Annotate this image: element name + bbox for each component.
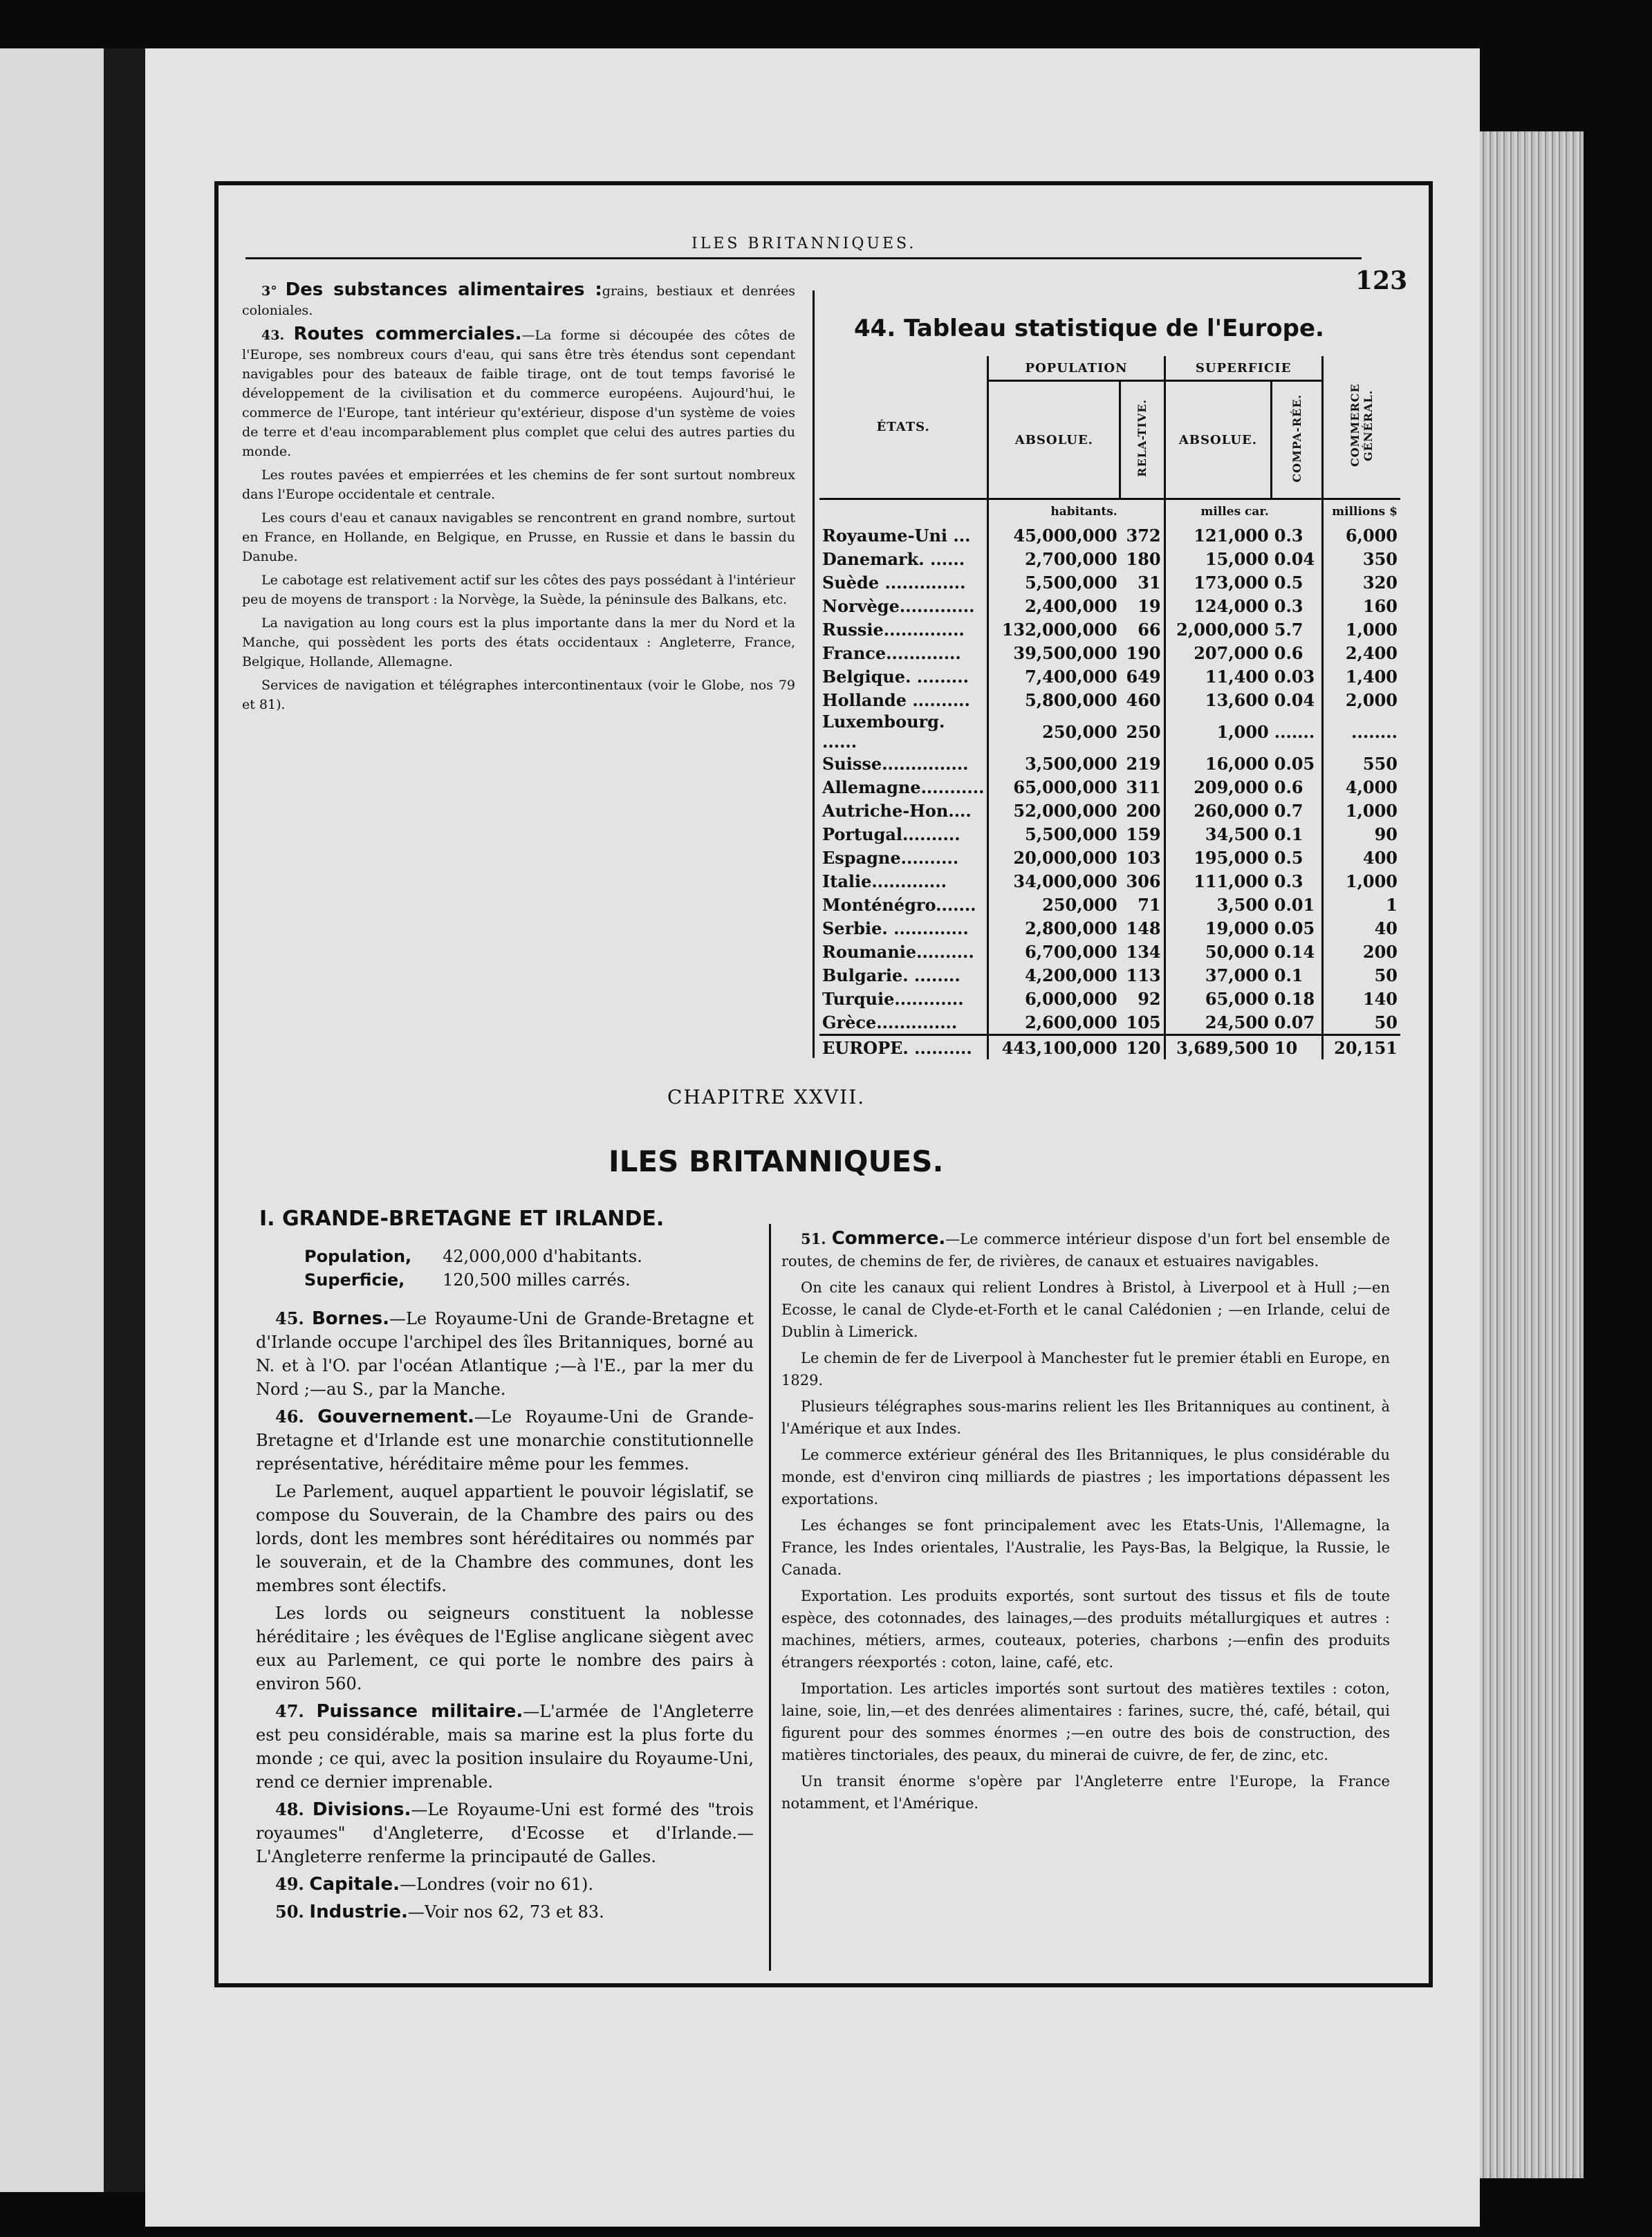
- cell-sup: 11,400: [1205, 666, 1269, 687]
- cell-sup: 260,000: [1194, 800, 1269, 821]
- table-row: [819, 570, 1400, 594]
- cell-com: 40: [1374, 918, 1398, 938]
- paragraph-heading: Des substances alimentaires :: [285, 279, 602, 300]
- header-population: POPULATION: [988, 356, 1164, 381]
- cell-pop: 20,000,000: [1013, 847, 1117, 868]
- cell-com: 320: [1362, 572, 1398, 593]
- cell-etat: Serbie. .............: [819, 916, 988, 940]
- paragraph-body: Le Parlement, auquel appartient le pouvoir législatif, se compose du Souverain, de la Chambre des pairs ou des lords, dont les membres sont héréditaires ou nommés par le souverain, et de la Chambre des communes, dont les membres sont électifs.: [256, 1482, 754, 1595]
- paragraph: [242, 613, 795, 671]
- cell-etat: Grèce..............: [819, 1010, 988, 1035]
- cell-sup: 50,000: [1205, 941, 1269, 962]
- cell-sup: 37,000: [1205, 965, 1269, 985]
- cell-com: 200: [1362, 941, 1398, 962]
- paragraph-body: —Le Royaume-Uni de Grande-Bretagne et d'Irlande occupe l'archipel des îles Britanniques, borné au N. et à l'O. par l'océan Atlantique ;—à l'E., par la mer du Nord ;—au S., par la Manche.: [256, 1309, 754, 1399]
- cell-comp: 0.6: [1272, 775, 1322, 799]
- paragraph-heading: Gouvernement.: [317, 1407, 474, 1427]
- cell-com: 400: [1362, 847, 1398, 868]
- table-row: [819, 688, 1400, 712]
- table-row: [819, 665, 1400, 688]
- paragraph: [256, 1480, 754, 1597]
- cell-pop: 3,500,000: [1025, 753, 1117, 774]
- cell-sup: 13,600: [1205, 689, 1269, 710]
- table-row: [819, 775, 1400, 799]
- cell-com: 1,000: [1345, 800, 1398, 821]
- paragraph-body: —La forme si découpée des côtes de l'Europe, ses nombreux cours d'eau, qui sans être très étendus sont cependant navigables pour des bateaux de faible tirage, ont de tout temps favorisé le développement de la civilisation et du commerce européens. Aujourd'hui, le commerce de l'Europe, tant intérieur qu'extérieur, dispose d'un système de voies de terre et d'eau incomparablement plus complet que celui des autres parties du monde.: [242, 328, 795, 459]
- table-row: [819, 641, 1400, 665]
- cell-etat: Portugal..........: [819, 822, 988, 846]
- unit-commerce: millions $: [1332, 505, 1398, 519]
- cell-etat: Monténégro.......: [819, 893, 988, 916]
- paragraph-body: Importation. Les articles importés sont surtout des matières textiles : coton, laine, soie, lin,—et des denrées alimentaires : farines, sucre, thé, café, bétail, qui figurent pour des sommes énormes ;—en outre des bois de construction, des matières tinctoriales, des peaux, du minerai de cuivre, de fer, de zinc, etc.: [781, 1680, 1390, 1763]
- paragraph-body: Un transit énorme s'opère par l'Angleterre entre l'Europe, la France notamment, et l'Amérique.: [781, 1773, 1390, 1812]
- cell-com: 50: [1374, 1012, 1398, 1032]
- cell-pop: 5,800,000: [1025, 689, 1117, 710]
- column-divider-top: [813, 290, 815, 1058]
- cell-pop: 2,700,000: [1025, 548, 1117, 569]
- cell-comp: 0.3: [1272, 523, 1322, 547]
- superficie-label: Superficie,: [304, 1270, 405, 1290]
- cell-etat: Hollande ..........: [819, 688, 988, 712]
- section-title: I. GRANDE-BRETAGNE ET IRLANDE.: [259, 1207, 665, 1231]
- cell-etat: Belgique. .........: [819, 665, 988, 688]
- cell-pop: 34,000,000: [1013, 871, 1117, 891]
- table-row: [819, 940, 1400, 963]
- cell-comp: 0.1: [1272, 822, 1322, 846]
- cell-comp: 0.01: [1272, 893, 1322, 916]
- cell-com: 2,000: [1345, 689, 1398, 710]
- header-superficie: SUPERFICIE: [1164, 356, 1322, 381]
- table-row: [819, 846, 1400, 869]
- cell-com: 4,000: [1345, 777, 1398, 797]
- paragraph: [256, 1798, 754, 1868]
- cell-pop: 2,600,000: [1025, 1012, 1117, 1032]
- cell-sup: 15,000: [1205, 548, 1269, 569]
- cell-comp: 0.5: [1272, 570, 1322, 594]
- cell-etat: Allemagne...........: [819, 775, 988, 799]
- cell-comp: 0.5: [1272, 846, 1322, 869]
- population-label: Population,: [304, 1247, 412, 1266]
- paragraph: [242, 676, 795, 714]
- summary-block: [304, 1245, 642, 1292]
- cell-etat: Autriche-Hon....: [819, 799, 988, 822]
- cell-rel: 190: [1120, 641, 1164, 665]
- left-page-margin: [0, 48, 104, 2192]
- cell-com: 1: [1386, 894, 1398, 915]
- cell-etat: Espagne..........: [819, 846, 988, 869]
- table-row: [819, 618, 1400, 641]
- cell-etat: Bulgarie. ........: [819, 963, 988, 987]
- cell-com: 90: [1374, 824, 1398, 844]
- table-title: 44. Tableau statistique de l'Europe.: [854, 315, 1324, 342]
- cell-rel: 180: [1120, 547, 1164, 570]
- table-row: [819, 1035, 1400, 1060]
- paragraph-number: 3°: [261, 284, 277, 299]
- cell-pop: 5,500,000: [1025, 572, 1117, 593]
- header-pop-absolue: ABSOLUE.: [988, 381, 1120, 499]
- cell-com: 550: [1362, 753, 1398, 774]
- cell-sup: 19,000: [1205, 918, 1269, 938]
- cell-sup: 207,000: [1194, 642, 1269, 663]
- cell-etat: Suisse...............: [819, 752, 988, 775]
- paragraph-heading: Divisions.: [312, 1799, 411, 1820]
- cell-pop: 6,000,000: [1025, 988, 1117, 1009]
- cell-comp: 0.3: [1272, 869, 1322, 893]
- cell-pop: 443,100,000: [988, 1035, 1120, 1060]
- cell-etat: Roumanie..........: [819, 940, 988, 963]
- cell-pop: 6,700,000: [1025, 941, 1117, 962]
- cell-sup: 2,000,000: [1176, 619, 1269, 640]
- left-column-text: [242, 280, 795, 718]
- paragraph-body: On cite les canaux qui relient Londres à Bristol, à Liverpool et à Hull ;—en Ecosse, le canal de Clyde-et-Forth et le canal Calédonien ; —en Irlande, celui de Dublin à Limerick.: [781, 1279, 1390, 1340]
- cell-etat: Norvège.............: [819, 594, 988, 618]
- cell-rel: 649: [1120, 665, 1164, 688]
- cell-rel: 120: [1120, 1035, 1164, 1060]
- population-value: 42,000,000 d'habitants.: [443, 1247, 642, 1266]
- cell-rel: 113: [1120, 963, 1164, 987]
- paragraph: [242, 465, 795, 504]
- paragraph-body: Les lords ou seigneurs constituent la noblesse héréditaire ; les évêques de l'Eglise anglicane siègent avec eux au Parlement, ce qui porte le nombre des pairs à environ 560.: [256, 1604, 754, 1693]
- paragraph-number: 47.: [275, 1701, 304, 1721]
- paragraph-body: Les échanges se font principalement avec les Etats-Unis, l'Allemagne, la France, les Indes orientales, l'Australie, les Pays-Bas, la Belgique, la Russie, le Canada.: [781, 1517, 1390, 1578]
- bottom-right-column: [781, 1227, 1390, 1819]
- cell-rel: 103: [1120, 846, 1164, 869]
- table-row: [819, 916, 1400, 940]
- cell-sup: 209,000: [1194, 777, 1269, 797]
- header-relative: RELA-TIVE.: [1135, 399, 1149, 477]
- unit-superficie: milles car.: [1200, 505, 1269, 519]
- cell-rel: 19: [1120, 594, 1164, 618]
- cell-com: 350: [1362, 548, 1398, 569]
- table-row: [819, 893, 1400, 916]
- paragraph-body: Le commerce extérieur général des Iles Britanniques, le plus considérable du monde, est d'environ cinq milliards de piastres ; les importations dépassent les exportations.: [781, 1447, 1390, 1507]
- cell-com: 50: [1374, 965, 1398, 985]
- cell-rel: 66: [1120, 618, 1164, 641]
- table-row: [819, 963, 1400, 987]
- cell-pop: 7,400,000: [1025, 666, 1117, 687]
- cell-pop: 65,000,000: [1013, 777, 1117, 797]
- paragraph: [781, 1678, 1390, 1766]
- paragraph-number: 45.: [275, 1308, 304, 1328]
- cell-rel: 148: [1120, 916, 1164, 940]
- paragraph-body: Les routes pavées et empierrées et les chemins de fer sont surtout nombreux dans l'Europe occidentale et centrale.: [242, 467, 795, 502]
- cell-etat: Suède ..............: [819, 570, 988, 594]
- paragraph: [256, 1700, 754, 1794]
- cell-sup: 16,000: [1205, 753, 1269, 774]
- cell-pop: 45,000,000: [1013, 525, 1117, 546]
- paragraph-body: Exportation. Les produits exportés, sont surtout des tissus et fils de toute espèce, des cotonnades, des lainages,—des produits métallurgiques et autres : machines, métiers, armes, couteaux, poteries, charbons ;—enfin des produits étrangers réexportés : coton, laine, café, etc.: [781, 1588, 1390, 1671]
- cell-comp: 0.04: [1272, 547, 1322, 570]
- paragraph: [242, 280, 795, 320]
- cell-sup: 124,000: [1194, 595, 1269, 616]
- cell-sup: 173,000: [1194, 572, 1269, 593]
- paragraph-heading: Commerce.: [831, 1228, 946, 1249]
- cell-sup: 121,000: [1194, 525, 1269, 546]
- paragraph: [256, 1873, 754, 1896]
- paragraph: [781, 1770, 1390, 1814]
- cell-comp: 0.1: [1272, 963, 1322, 987]
- paragraph-body: Services de navigation et télégraphes intercontinentaux (voir le Globe, nos 79 et 81).: [242, 678, 795, 712]
- paragraph: [256, 1900, 754, 1924]
- cell-rel: 31: [1120, 570, 1164, 594]
- cell-pop: 39,500,000: [1013, 642, 1117, 663]
- main-title: ILES BRITANNIQUES.: [609, 1144, 944, 1178]
- paragraph-body: —Londres (voir no 61).: [399, 1875, 593, 1894]
- header-comparee: COMPA-RÉE.: [1290, 393, 1303, 483]
- cell-sup: 111,000: [1194, 871, 1269, 891]
- paragraph-body: —Le commerce intérieur dispose d'un fort bel ensemble de routes, de chemins de fer, de rivières, de canaux et estuaires navigables.: [781, 1231, 1390, 1270]
- paragraph: [781, 1395, 1390, 1440]
- cell-comp: 0.7: [1272, 799, 1322, 822]
- statistics-table: [819, 356, 1400, 1059]
- cell-comp: .......: [1272, 712, 1322, 752]
- cell-comp: 0.03: [1272, 665, 1322, 688]
- page-gutter: [104, 48, 145, 2192]
- header-sup-absolue: ABSOLUE.: [1164, 381, 1272, 499]
- cell-rel: 460: [1120, 688, 1164, 712]
- cell-com: 1,400: [1345, 666, 1398, 687]
- cell-comp: 0.3: [1272, 594, 1322, 618]
- cell-com: 2,400: [1345, 642, 1398, 663]
- table-row: [819, 547, 1400, 570]
- paragraph: [781, 1227, 1390, 1272]
- paragraph-body: —Le Royaume-Uni est formé des "trois royaumes" d'Angleterre, d'Ecosse et d'Irlande.— L'Angleterre renferme la principauté de Galles.: [256, 1800, 754, 1866]
- paragraph-body: grains, bestiaux et denrées coloniales.: [242, 284, 796, 318]
- paragraph: [781, 1444, 1390, 1510]
- paragraph-heading: Puissance militaire.: [316, 1701, 523, 1722]
- paragraph-body: La navigation au long cours est la plus importante dans la mer du Nord et la Manche, qui possèdent les ports des états occidentaux : Angleterre, France, Belgique, Hollande, Allemagne.: [242, 615, 795, 669]
- cell-comp: 10: [1272, 1035, 1322, 1060]
- table-row: [819, 752, 1400, 775]
- paragraph: [256, 1405, 754, 1476]
- cell-pop: 2,400,000: [1025, 595, 1117, 616]
- header-etats: ÉTATS.: [819, 356, 988, 499]
- cell-com: 1,000: [1345, 619, 1398, 640]
- paragraph-body: Les cours d'eau et canaux navigables se rencontrent en grand nombre, surtout en France, en Hollande, en Belgique, en Prusse, en Russie et dans le bassin du Danube.: [242, 510, 795, 564]
- paragraph-number: 51.: [801, 1230, 826, 1247]
- cell-pop: 2,800,000: [1025, 918, 1117, 938]
- cell-pop: 5,500,000: [1025, 824, 1117, 844]
- cell-etat: Danemark. ......: [819, 547, 988, 570]
- cell-rel: 250: [1120, 712, 1164, 752]
- paragraph-heading: Capitale.: [309, 1874, 400, 1895]
- paragraph-heading: Bornes.: [311, 1308, 389, 1329]
- cell-rel: 306: [1120, 869, 1164, 893]
- table-row: [819, 1010, 1400, 1035]
- cell-pop: 250,000: [1042, 894, 1117, 915]
- table-row: [819, 712, 1400, 752]
- unit-population: habitants.: [1050, 505, 1117, 519]
- cell-sup: 3,689,500: [1164, 1035, 1272, 1060]
- cell-com: 160: [1362, 595, 1398, 616]
- cell-com: 140: [1362, 988, 1398, 1009]
- paragraph: [781, 1347, 1390, 1391]
- header-rule: [245, 257, 1362, 259]
- paragraph: [781, 1514, 1390, 1581]
- cell-etat: Turquie............: [819, 987, 988, 1010]
- cell-etat: Luxembourg. ......: [819, 712, 988, 752]
- cell-etat: France.............: [819, 641, 988, 665]
- cell-com: 20,151: [1322, 1035, 1400, 1060]
- header-commerce: COMMERCE GÉNÉRAL.: [1348, 383, 1375, 467]
- paragraph-number: 50.: [275, 1902, 304, 1922]
- cell-pop: 4,200,000: [1025, 965, 1117, 985]
- paragraph-body: —L'armée de l'Angleterre est peu considérable, mais sa marine est la plus forte du monde ; ce qui, avec la position insulaire du Royaume-Uni, rend ce dernier imprenable.: [256, 1702, 754, 1792]
- cell-com: 6,000: [1345, 525, 1398, 546]
- cell-etat: Russie..............: [819, 618, 988, 641]
- cell-rel: 92: [1120, 987, 1164, 1010]
- cell-com: 1,000: [1345, 871, 1398, 891]
- page-stack-edge: [1480, 131, 1584, 2178]
- paragraph-heading: Routes commerciales.: [293, 324, 522, 344]
- paragraph: [781, 1277, 1390, 1343]
- paragraph-number: 48.: [275, 1799, 304, 1819]
- cell-sup: 1,000: [1216, 721, 1269, 742]
- paragraph: [256, 1602, 754, 1696]
- cell-rel: 105: [1120, 1010, 1164, 1035]
- paragraph-body: Plusieurs télégraphes sous-marins relient les Iles Britanniques au continent, à l'Amérique et aux Indes.: [781, 1398, 1390, 1437]
- chapter-heading: CHAPITRE XXVII.: [667, 1086, 866, 1108]
- table-row: [819, 822, 1400, 846]
- table-row: [819, 799, 1400, 822]
- cell-comp: 5.7: [1272, 618, 1322, 641]
- paragraph: [256, 1307, 754, 1401]
- bottom-left-column: [256, 1307, 754, 1928]
- cell-comp: 0.05: [1272, 916, 1322, 940]
- paragraph-body: Le chemin de fer de Liverpool à Manchester fut le premier établi en Europe, en 1829.: [781, 1350, 1390, 1389]
- cell-sup: 3,500: [1216, 894, 1269, 915]
- paragraph-heading: Industrie.: [309, 1902, 408, 1922]
- paragraph-number: 43.: [261, 328, 285, 343]
- table-row: [819, 869, 1400, 893]
- paragraph: [242, 324, 795, 461]
- column-divider-bottom: [769, 1224, 771, 1971]
- cell-rel: 159: [1120, 822, 1164, 846]
- cell-sup: 65,000: [1205, 988, 1269, 1009]
- cell-rel: 219: [1120, 752, 1164, 775]
- page-number: 123: [1355, 266, 1408, 295]
- cell-pop: 250,000: [1042, 721, 1117, 742]
- cell-pop: 132,000,000: [1001, 619, 1117, 640]
- cell-com: ........: [1351, 721, 1398, 742]
- paragraph-body: —Le Royaume-Uni de Grande-Bretagne et d'Irlande est une monarchie constitutionnelle représentative, héréditaire même pour les femmes.: [256, 1407, 754, 1474]
- superficie-value: 120,500 milles carrés.: [443, 1270, 631, 1290]
- table-row: [819, 594, 1400, 618]
- cell-etat: Italie.............: [819, 869, 988, 893]
- cell-comp: 0.05: [1272, 752, 1322, 775]
- cell-pop: 52,000,000: [1013, 800, 1117, 821]
- cell-rel: 134: [1120, 940, 1164, 963]
- paragraph: [242, 570, 795, 609]
- paragraph: [781, 1585, 1390, 1673]
- cell-sup: 24,500: [1205, 1012, 1269, 1032]
- cell-rel: 311: [1120, 775, 1164, 799]
- cell-etat: EUROPE. ..........: [819, 1035, 988, 1060]
- paragraph-body: —Voir nos 62, 73 et 83.: [407, 1902, 604, 1922]
- paragraph-number: 49.: [275, 1874, 304, 1894]
- cell-comp: 0.07: [1272, 1010, 1322, 1035]
- cell-rel: 200: [1120, 799, 1164, 822]
- cell-sup: 195,000: [1194, 847, 1269, 868]
- cell-sup: 34,500: [1205, 824, 1269, 844]
- cell-etat: Royaume-Uni ...: [819, 523, 988, 547]
- cell-comp: 0.14: [1272, 940, 1322, 963]
- running-head: ILES BRITANNIQUES.: [692, 235, 917, 252]
- cell-comp: 0.04: [1272, 688, 1322, 712]
- cell-comp: 0.6: [1272, 641, 1322, 665]
- cell-comp: 0.18: [1272, 987, 1322, 1010]
- cell-rel: 372: [1120, 523, 1164, 547]
- table-row: [819, 523, 1400, 547]
- cell-rel: 71: [1120, 893, 1164, 916]
- paragraph-number: 46.: [275, 1407, 304, 1427]
- paragraph-body: Le cabotage est relativement actif sur les côtes des pays possédant à l'intérieur peu de moyens de transport : la Norvège, la Suède, la péninsule des Balkans, etc.: [242, 573, 795, 607]
- table-row: [819, 987, 1400, 1010]
- paragraph: [242, 508, 795, 566]
